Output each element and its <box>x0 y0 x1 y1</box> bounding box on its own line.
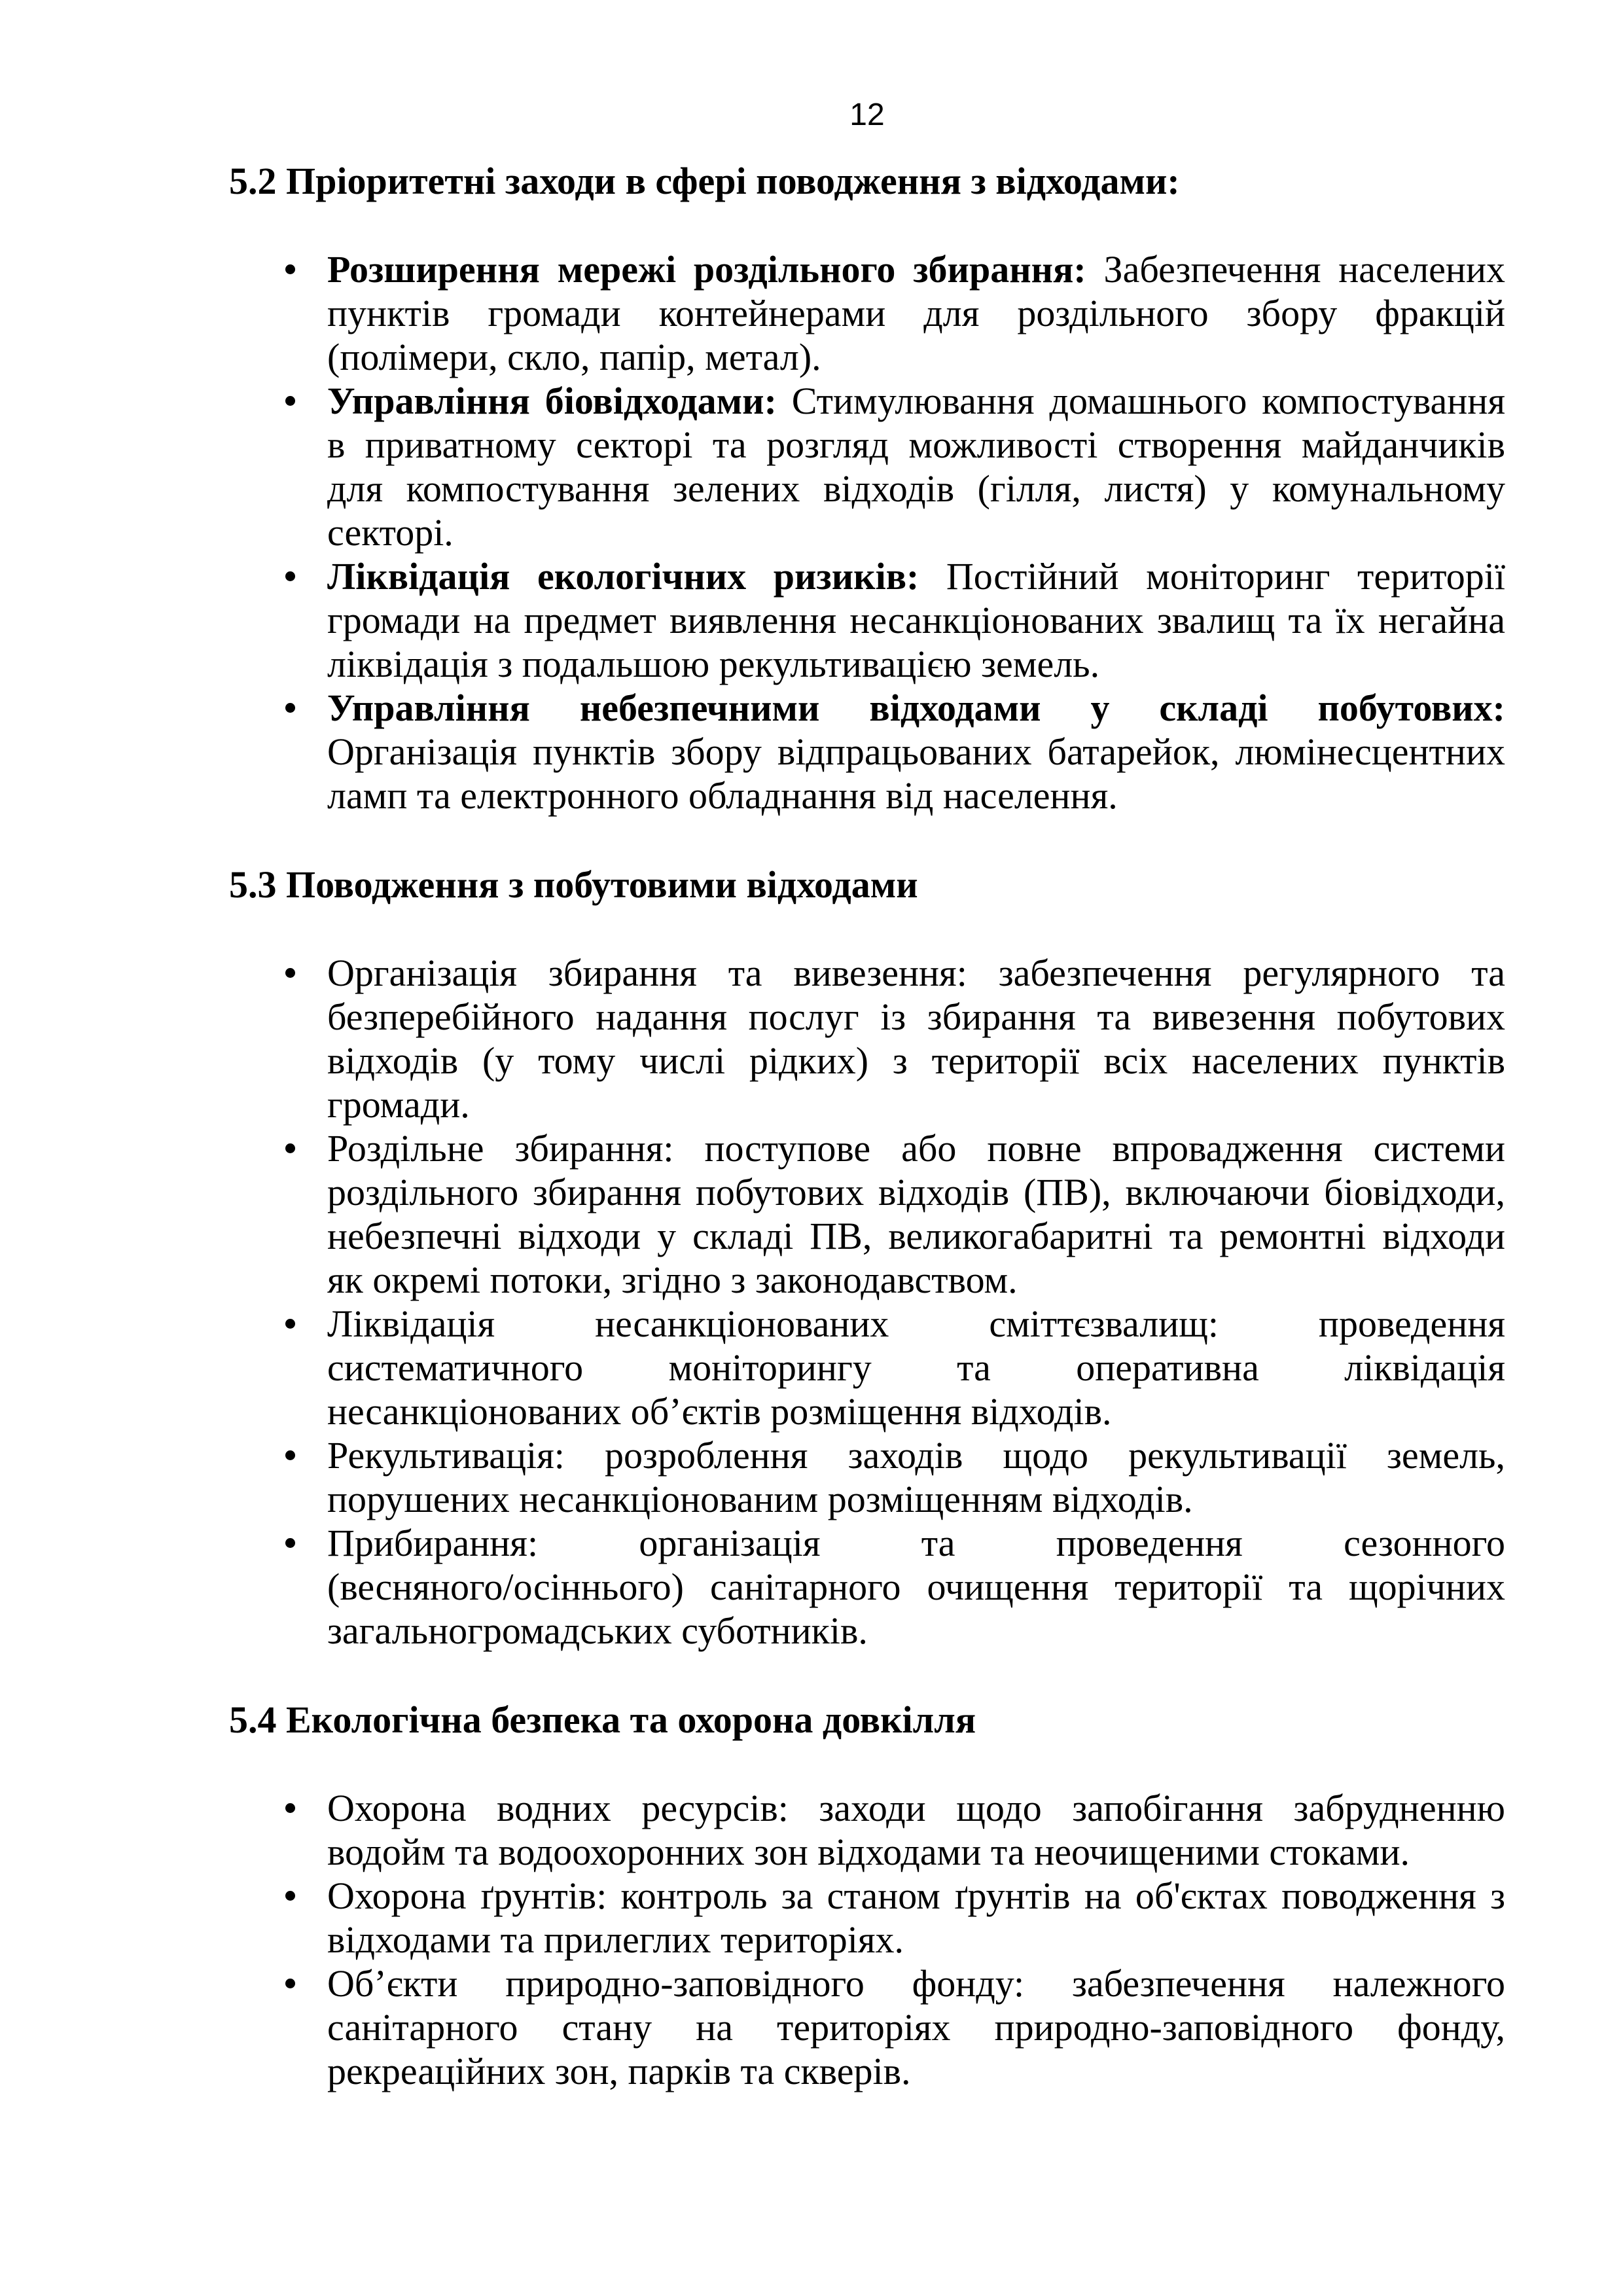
item-text: громади. <box>327 1083 470 1126</box>
text-line <box>327 1039 1505 1083</box>
text-line <box>327 1346 1505 1390</box>
bullet-icon <box>285 1143 295 1153</box>
bullet-list <box>229 247 1505 817</box>
section-heading: 5.3 Поводження з побутовими відходами <box>229 863 918 906</box>
item-text: Охорона ґрунтів: контроль за станом ґрунтів на об'єктах поводження з <box>327 1874 1505 1917</box>
item-text: систематичного моніторингу та оперативна ліквідація <box>327 1346 1505 1389</box>
section-5-2 <box>229 159 1505 817</box>
list-item <box>327 247 1505 379</box>
item-text: ліквідація з подальшою рекультивацією земель. <box>327 643 1100 685</box>
text-line <box>327 335 1505 379</box>
item-text: (весняного/осіннього) санітарного очищення території та щорічних <box>327 1566 1505 1608</box>
item-text: небезпечні відходи у складі ПВ, великогабаритні та ремонтні відходи <box>327 1215 1505 1257</box>
list-item <box>327 1874 1505 1962</box>
bullet-icon <box>285 1979 295 1988</box>
text-line <box>327 686 1505 730</box>
list-item <box>327 379 1505 554</box>
text-line <box>327 1477 1505 1521</box>
bullet-icon <box>285 703 295 713</box>
text-line <box>327 1918 1505 1962</box>
item-text: Забезпечення населених <box>1086 248 1505 291</box>
page-number: 12 <box>849 98 885 132</box>
item-text: Рекультивація: розроблення заходів щодо рекультивації земель, <box>327 1434 1505 1477</box>
section-5-4 <box>229 1698 1505 2093</box>
item-text: санітарного стану на територіях природно-заповідного фонду, <box>327 2006 1505 2049</box>
text-line <box>327 951 1505 995</box>
text-line <box>327 1874 1505 1918</box>
text-line <box>327 1083 1505 1126</box>
item-text: роздільного збирання побутових відходів (ПВ), включаючи біовідходи, <box>327 1171 1505 1213</box>
text-line <box>327 1565 1505 1609</box>
item-text: Організація збирання та вивезення: забезпечення регулярного та <box>327 952 1505 994</box>
section-heading: 5.4 Екологічна безпека та охорона довкілля <box>229 1698 976 1741</box>
section-5-3 <box>229 863 1505 1653</box>
item-text: Роздільне збирання: поступове або повне впровадження системи <box>327 1127 1505 1170</box>
item-text: безперебійного надання послуг із збирання та вивезення побутових <box>327 996 1505 1038</box>
text-line <box>327 1609 1505 1653</box>
bullet-icon <box>285 571 295 581</box>
text-line <box>327 1433 1505 1477</box>
bullet-list <box>229 1786 1505 2093</box>
text-line <box>327 1962 1505 2005</box>
list-item <box>327 1126 1505 1302</box>
bullet-icon <box>285 1538 295 1548</box>
text-line <box>327 511 1505 554</box>
item-bold-lead: Управління біовідходами: <box>327 380 777 422</box>
section-heading: 5.2 Пріоритетні заходи в сфері поводження з відходами: <box>229 160 1180 202</box>
list-item <box>327 1521 1505 1653</box>
text-line <box>327 1521 1505 1565</box>
text-line <box>327 1390 1505 1433</box>
item-text: рекреаційних зон, парків та скверів. <box>327 2050 911 2092</box>
text-line <box>327 1786 1505 1830</box>
item-text: (полімери, скло, папір, метал). <box>327 336 821 378</box>
item-text: Постійний моніторинг території <box>919 555 1505 598</box>
item-text: громади на предмет виявлення несанкціонованих звалищ та їх негайна <box>327 599 1505 641</box>
text-line <box>327 598 1505 642</box>
text-line <box>327 554 1505 598</box>
text-line <box>327 2005 1505 2049</box>
item-text: в приватному секторі та розгляд можливості створення майданчиків <box>327 423 1505 466</box>
bullet-icon <box>285 968 295 978</box>
text-line <box>327 1214 1505 1258</box>
bullet-icon <box>285 1891 295 1901</box>
text-line <box>327 1830 1505 1874</box>
list-item <box>327 1302 1505 1433</box>
item-text: Стимулювання домашнього компостування <box>776 380 1505 422</box>
item-text: відходів (у тому числі рідких) з території всіх населених пунктів <box>327 1039 1505 1082</box>
bullet-icon <box>285 264 295 274</box>
bullet-icon <box>285 1450 295 1460</box>
list-item <box>327 554 1505 686</box>
text-line <box>327 379 1505 423</box>
item-text: пунктів громади контейнерами для роздільного збору фракцій <box>327 292 1505 334</box>
item-text: несанкціонованих об’єктів розміщення відходів. <box>327 1390 1112 1433</box>
item-text: Охорона водних ресурсів: заходи щодо запобігання забрудненню <box>327 1787 1505 1829</box>
bullet-icon <box>285 1319 295 1329</box>
text-line <box>327 467 1505 511</box>
text-line <box>327 291 1505 335</box>
text-line <box>327 642 1505 686</box>
item-bold-lead: Ліквідація екологічних ризиків: <box>327 555 919 598</box>
list-item <box>327 1962 1505 2093</box>
bullet-icon <box>285 1803 295 1813</box>
text-line <box>327 247 1505 291</box>
text-line <box>327 995 1505 1039</box>
item-text: Ліквідація несанкціонованих сміттєзвалищ: проведення <box>327 1302 1505 1345</box>
text-line <box>327 1170 1505 1214</box>
text-line <box>327 1126 1505 1170</box>
list-item <box>327 951 1505 1126</box>
document-content <box>229 0 1505 2093</box>
text-line <box>327 774 1505 817</box>
list-item <box>327 686 1505 817</box>
item-bold-lead: Розширення мережі роздільного збирання: <box>327 248 1086 291</box>
item-text: Прибирання: організація та проведення сезонного <box>327 1522 1505 1564</box>
text-line <box>327 423 1505 467</box>
list-item <box>327 1433 1505 1521</box>
text-line <box>327 1302 1505 1346</box>
item-text: водойм та водоохоронних зон відходами та неочищеними стоками. <box>327 1831 1410 1873</box>
text-line <box>327 730 1505 774</box>
item-text: як окремі потоки, згідно з законодавством. <box>327 1259 1018 1301</box>
bullet-list <box>229 951 1505 1653</box>
item-text: секторі. <box>327 511 454 554</box>
text-line <box>327 1258 1505 1302</box>
item-text: ламп та електронного обладнання від населення. <box>327 774 1118 817</box>
item-text: Організація пунктів збору відпрацьованих батарейок, люмінесцентних <box>327 730 1505 773</box>
item-text: порушених несанкціонованим розміщенням відходів. <box>327 1478 1193 1520</box>
text-line <box>327 2049 1505 2093</box>
item-bold-lead: Управління небезпечними відходами у складі побутових: <box>327 687 1505 729</box>
item-text: для компостування зелених відходів (гілля, листя) у комунальному <box>327 467 1505 510</box>
bullet-icon <box>285 396 295 406</box>
item-text: загальногромадських суботників. <box>327 1609 868 1652</box>
item-text: Об’єкти природно-заповідного фонду: забезпечення належного <box>327 1962 1505 2005</box>
item-text: відходами та прилеглих територіях. <box>327 1918 904 1961</box>
list-item <box>327 1786 1505 1874</box>
